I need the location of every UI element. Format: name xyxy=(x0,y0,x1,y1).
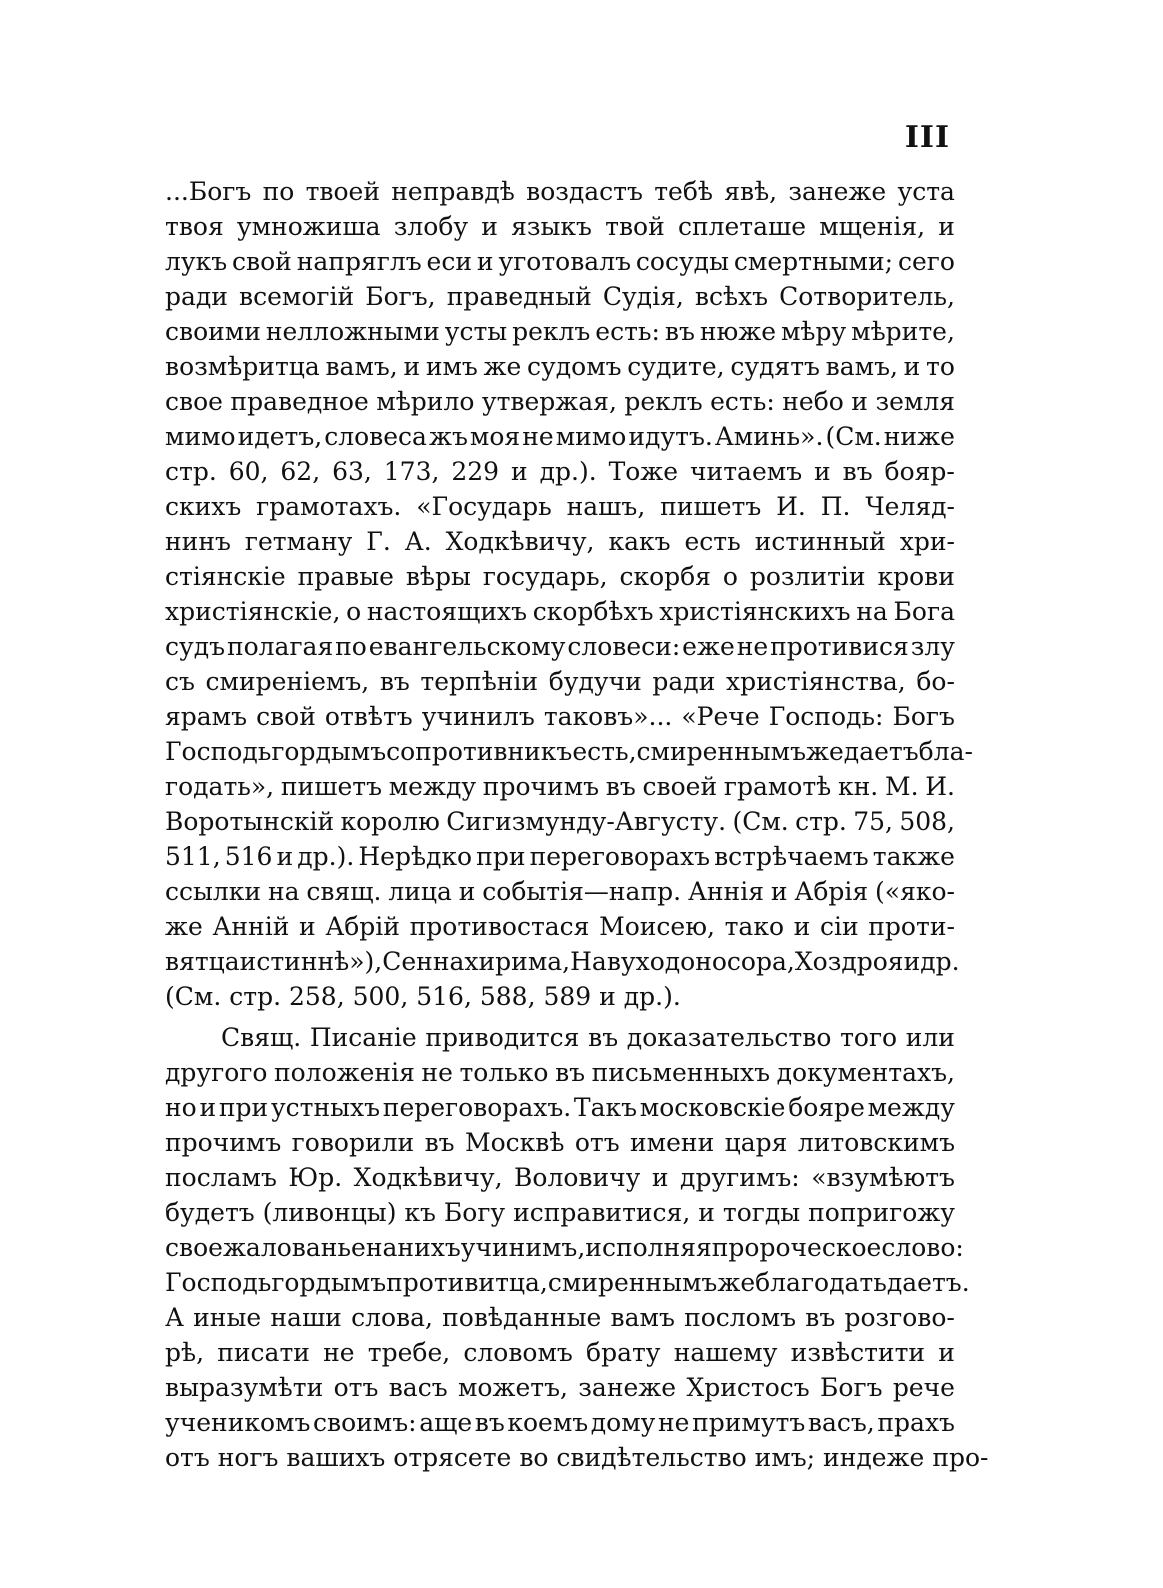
text-line: А иные наши слова, повѣданные вамъ посломъ въ розгово- xyxy=(165,1303,955,1332)
text-line: посламъ Юр. Ходкѣвичу, Воловичу и другимъ: «взумѣютъ xyxy=(165,1163,955,1192)
text-line: свое жалованье на нихъ учинимъ, исполняя пророческое слово: xyxy=(165,1233,964,1262)
text-line: ученикомъ своимъ: аще въ коемъ дому не примутъ васъ, прахъ xyxy=(165,1408,955,1437)
text-line: твоя умножиша злобу и языкъ твой сплеташе мщенія, и xyxy=(165,212,955,241)
text-line: рѣ, писати не требе, словомъ брату нашему извѣстити и xyxy=(165,1338,955,1367)
body-text xyxy=(165,174,989,1475)
text-line: выразумѣти отъ васъ можетъ, занеже Христосъ Богъ рече xyxy=(165,1373,955,1402)
text-line: ради всемогій Богъ, праведный Судія, всѣхъ Сотворитель, xyxy=(165,282,955,311)
text-line: ярамъ свой отвѣтъ учинилъ таковъ»... «Рече Господь: Богъ xyxy=(165,702,955,731)
text-line: свое праведное мѣрило утвержая, реклъ есть: небо и земля xyxy=(165,387,955,416)
text-line: но и при устныхъ переговорахъ. Такъ московскіе бояре между xyxy=(165,1093,955,1122)
text-line: же Анній и Абрій противостася Моисею, тако и сіи проти- xyxy=(165,912,955,941)
text-line: съ смиреніемъ, въ терпѣніи будучи ради христіянства, бо- xyxy=(165,667,955,696)
paragraph-2 xyxy=(165,1020,989,1475)
text-line: судъ полагая по евангельскому словеси: еже не противися злу xyxy=(165,632,955,661)
text-line: другого положенія не только въ письменныхъ документахъ, xyxy=(165,1058,955,1087)
text-line: 511, 516 и др.). Нерѣдко при переговорахъ встрѣчаемъ также xyxy=(165,842,955,871)
text-line: нинъ гетману Г. А. Ходкѣвичу, какъ есть истинный хри- xyxy=(165,527,955,556)
text-line: Господь гордымъ противитца, смиреннымъ же благодать даетъ. xyxy=(165,1268,970,1297)
text-line: стр. 60, 62, 63, 173, 229 и др.). Тоже читаемъ и въ бояр- xyxy=(165,457,955,486)
text-line: возмѣритца вамъ, и имъ же судомъ судите, судятъ вамъ, и то xyxy=(165,352,955,381)
text-line: Свящ. Писаніе приводится въ доказательство того или xyxy=(221,1023,955,1052)
paragraph-1 xyxy=(165,174,973,1014)
text-line: отъ ногъ вашихъ отрясете во свидѣтельство имъ; индеже про- xyxy=(165,1443,989,1472)
page-number: III xyxy=(904,120,950,155)
text-line: вятца истиннѣ»), Сеннахирима, Навуходоносора, Хоздроя и др. xyxy=(165,947,960,976)
text-line: стіянскіе правые вѣры государь, скорбя о розлитіи крови xyxy=(165,562,955,591)
text-line: (См. стр. 258, 500, 516, 588, 589 и др.). xyxy=(165,982,681,1011)
text-line: ссылки на свящ. лица и событія—напр. Аннія и Абрія («яко- xyxy=(165,877,955,906)
text-line: мимо идетъ, словеса жъ моя не мимо идутъ. Аминь». (См. ниже xyxy=(165,422,955,451)
text-line: своими нелложными усты реклъ есть: въ нюже мѣру мѣрите, xyxy=(165,317,955,346)
text-line: Господь гордымъ сопротивникъ есть, смиреннымъ же даетъ бла- xyxy=(165,737,973,766)
text-line: будетъ (ливонцы) къ Богу исправитися, и тогды попригожу xyxy=(165,1198,955,1227)
text-line: христіянскіе, о настоящихъ скорбѣхъ христіянскихъ на Бога xyxy=(165,597,955,626)
text-line: прочимъ говорили въ Москвѣ отъ имени царя литовскимъ xyxy=(165,1128,955,1157)
text-line: скихъ грамотахъ. «Государь нашъ, пишетъ И. П. Челяд- xyxy=(165,492,955,521)
text-line: лукъ свой напряглъ еси и уготовалъ сосуды смертными; сего xyxy=(165,247,955,276)
text-line: ...Богъ по твоей неправдѣ воздастъ тебѣ явѣ, занеже уста xyxy=(165,177,955,206)
text-line: Воротынскій королю Сигизмунду-Августу. (См. стр. 75, 508, xyxy=(165,807,955,836)
text-line: годать», пишетъ между прочимъ въ своей грамотѣ кн. М. И. xyxy=(165,772,955,801)
